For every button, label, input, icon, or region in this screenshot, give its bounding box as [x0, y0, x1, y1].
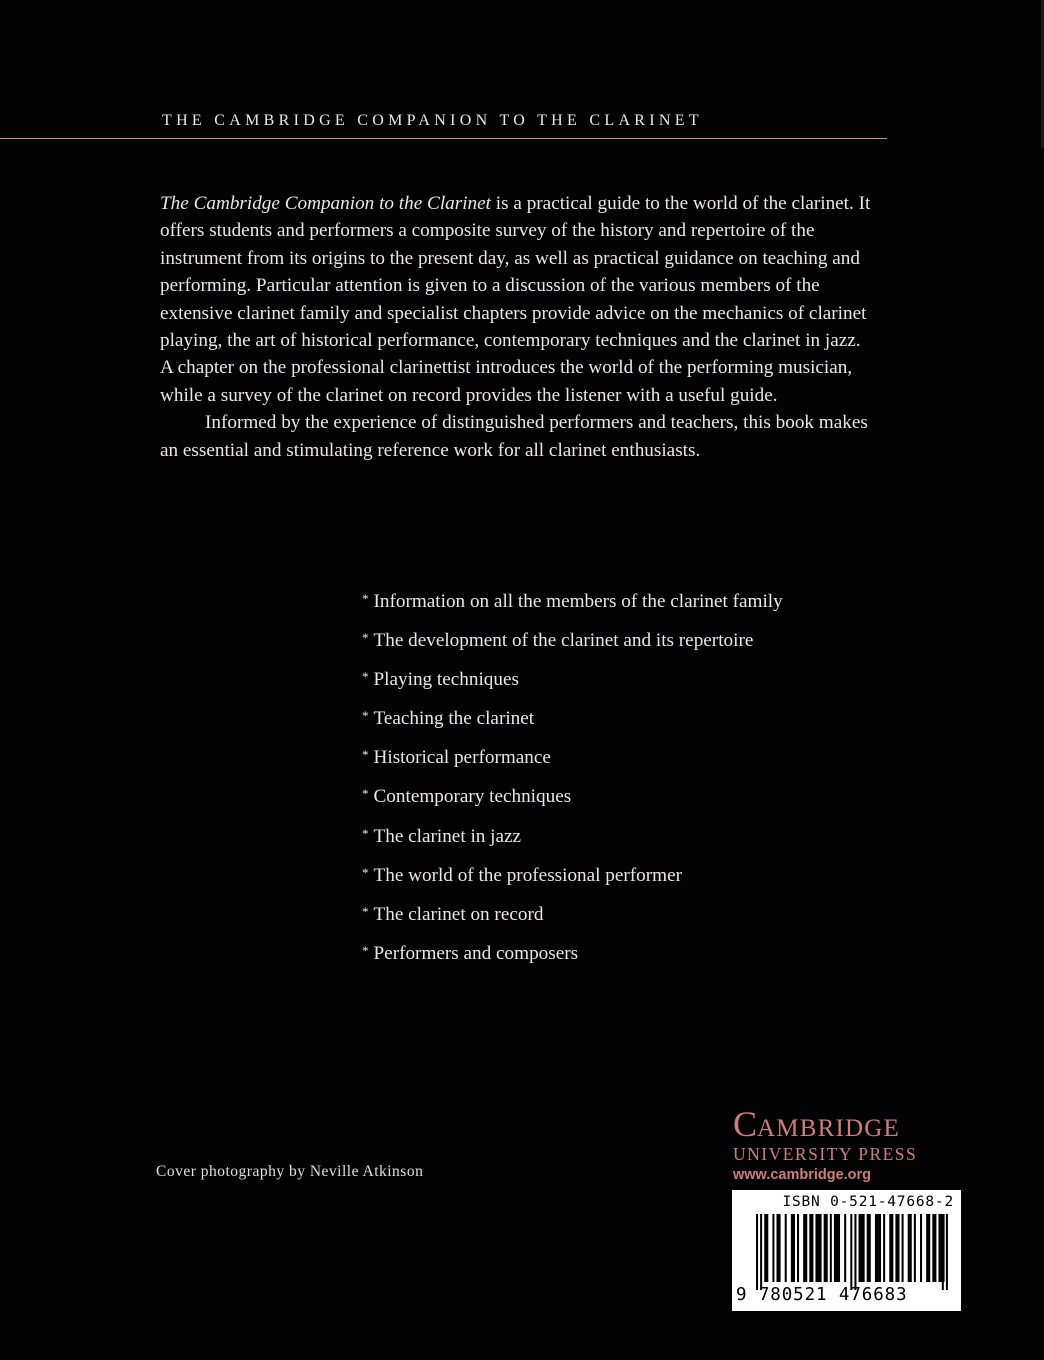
barcode-bar [830, 1214, 832, 1282]
barcode-bar [942, 1214, 944, 1290]
barcode-bar [756, 1214, 758, 1290]
list-item-label: Contemporary techniques [373, 786, 572, 808]
book-title-italic: The Cambridge Companion to the Clarinet [160, 193, 491, 214]
barcode-bar [914, 1214, 916, 1282]
list-item [362, 898, 783, 937]
list-item-label: Information on all the members of the clarinet family [373, 591, 783, 612]
barcode-bar [850, 1214, 852, 1290]
barcode-bar [859, 1214, 865, 1282]
barcode-bar [867, 1214, 871, 1282]
bullet-marker: * [362, 669, 369, 685]
barcode-bar [803, 1214, 807, 1282]
barcode-bar [772, 1214, 774, 1282]
barcode-bar [809, 1214, 813, 1282]
list-item [362, 820, 783, 859]
barcode-bar [908, 1214, 912, 1282]
list-item-label: The clarinet in jazz [373, 825, 522, 847]
list-item-label: Teaching the clarinet [373, 708, 535, 730]
isbn-barcode-box [732, 1190, 961, 1311]
barcode-bar [946, 1214, 948, 1290]
barcode-bar [902, 1214, 904, 1282]
barcode-bar [815, 1214, 821, 1282]
bullet-marker: * [362, 708, 369, 724]
list-item-label: The world of the professional performer [373, 864, 682, 886]
barcode-bar [764, 1214, 768, 1282]
bullet-marker: * [362, 747, 369, 763]
blurb-paragraph-2: Informed by the experience of distinguished performers and teachers, this book makes an essential and stimulating reference work for all clarinet enthusiasts. [160, 412, 868, 461]
list-item [362, 859, 783, 898]
barcode-bar [834, 1214, 840, 1282]
barcode-bar [844, 1214, 846, 1282]
series-title: THE CAMBRIDGE COMPANION TO THE CLARINET [162, 112, 703, 129]
cover-credit: Cover photography by Neville Atkinson [156, 1163, 424, 1180]
barcode-bar [760, 1214, 762, 1290]
barcode-bar [920, 1214, 922, 1282]
publisher-subtitle: UNIVERSITY PRESS [733, 1144, 918, 1164]
list-item-label: The development of the clarinet and its repertoire [373, 630, 754, 652]
barcode-bar [932, 1214, 936, 1282]
blurb [160, 190, 876, 464]
barcode-bar [926, 1214, 930, 1282]
list-item-label: Playing techniques [373, 669, 519, 691]
blurb-paragraph-1-text: is a practical guide to the world of the clarinet. It offers students and performers a composite survey of the history and repertoire of the instrument from its origins to the present day, as well as practical guidance on teaching and performing. Particular attention is given to a discussion of the various members of the extensive clarinet family and specialist chapters provide advice on the mechanics of clarinet playing, the art of historical performance, contemporary techniques and the clarinet in jazz. A chapter on the professional clarinettist introduces the world of the performing musician, while a survey of the clarinet on record provides the listener with a useful guide. [160, 193, 871, 406]
barcode-bar [883, 1214, 885, 1282]
feature-list [362, 585, 783, 976]
barcode-bar [785, 1214, 787, 1282]
bullet-marker: * [362, 903, 369, 919]
bullet-marker: * [362, 864, 369, 880]
barcode-bar [791, 1214, 795, 1282]
publisher-url: www.cambridge.org [733, 1167, 872, 1183]
bullet-marker: * [362, 825, 369, 841]
barcode-bar [777, 1214, 781, 1282]
bullet-marker: * [362, 591, 369, 606]
list-item [362, 741, 783, 780]
bullet-marker: * [362, 786, 369, 802]
barcode-bar [824, 1214, 828, 1282]
publisher-name-rest: AMBRIDGE [757, 1115, 900, 1142]
barcode-bar [854, 1214, 856, 1290]
header-rule [0, 138, 887, 139]
list-item [362, 624, 783, 663]
barcode-digits: 9 780521 476683 [736, 1285, 908, 1305]
barcode-bar [797, 1214, 799, 1282]
publisher-name-initial: C [733, 1104, 758, 1144]
barcode-bar [895, 1214, 899, 1282]
bullet-marker: * [362, 942, 369, 958]
publisher-logo [733, 1106, 973, 1186]
list-item-label: Performers and composers [373, 942, 579, 964]
barcode-bar [889, 1214, 893, 1282]
barcode-bar [875, 1214, 881, 1282]
list-item [362, 585, 783, 624]
list-item [362, 663, 783, 702]
publisher-name [733, 1106, 973, 1147]
list-item-label: Historical performance [373, 747, 551, 769]
blurb-paragraph-1 [160, 190, 876, 409]
list-item [362, 780, 783, 819]
isbn-label: ISBN 0-521-47668-2 [782, 1194, 954, 1210]
list-item-label: The clarinet on record [373, 903, 544, 925]
bullet-marker: * [362, 630, 369, 646]
list-item [362, 937, 783, 976]
list-item [362, 702, 783, 741]
